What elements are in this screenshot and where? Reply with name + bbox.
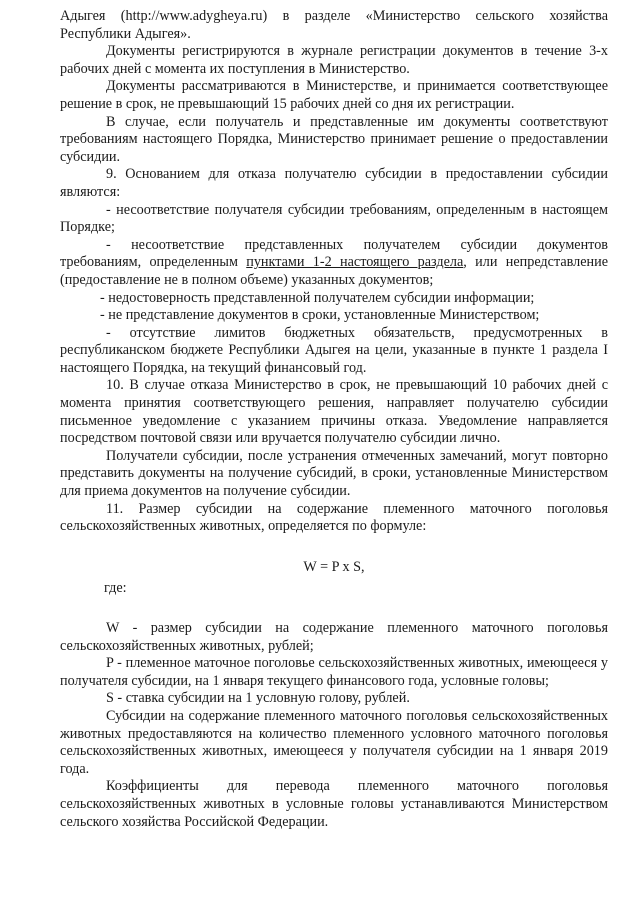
refusal-item-no-limits: - отсутствие лимитов бюджетных обязательств, предусмотренных в республиканском бюджете Республики Адыгея на цели, указанные в пункте 1 раздела I настоящего Порядка, на текущий финансовый год. (60, 324, 608, 376)
document-page (60, 8, 608, 831)
paragraph-refusal-notice: 10. В случае отказа Министерство в срок, не превышающий 10 рабочих дней с момента принятия соответствующего решения, направляет получателю субсидии письменное уведомление с указанием причины отказа. Уведомление направляется посредством почтовой связи или вручается получателю субсидии лично. (60, 377, 608, 447)
paragraph-approval: В случае, если получатель и представленные им документы соответствуют требованиям настоящего Порядка, Министерство принимает решение о предоставлении субсидии. (60, 113, 608, 165)
refusal-item-documents (60, 237, 608, 290)
refusal-item-late-submission: - не представление документов в сроки, установленные Министерством; (100, 307, 540, 324)
paragraph-resubmission: Получатели субсидии, после устранения отмеченных замечаний, могут повторно представить документы на получение субсидий, в сроки, установленные Министерством для приема документов на получение субсидии. (60, 447, 608, 500)
subsidy-formula: W = P x S, (303, 558, 365, 575)
paragraph-livestock-count: Субсидии на содержание племенного маточного поголовья сельскохозяйственных животных предоставляются на количество племенного условного маточного поголовья сельскохозяйственных животных, имеющееся у получателя субсидии на 1 января 2019 года. (60, 707, 608, 777)
paragraph-refusal-grounds: 9. Основанием для отказа получателю субсидии в предоставлении субсидии являются: (60, 166, 608, 200)
paragraph-review: Документы рассматриваются в Министерстве, и принимается соответствующее решение в срок, не превышающий 15 рабочих дней со дня их регистрации. (60, 78, 608, 112)
refusal-item-noncompliance: - несоответствие получателя субсидии требованиям, определенным в настоящем Порядке; (60, 201, 608, 236)
section-reference-link[interactable]: пунктами 1-2 настоящего раздела (246, 254, 464, 271)
paragraph-publication-note: Адыгея (http://www.adygheya.ru) в разделе «Министерство сельского хозяйства Республики Адыгея». (60, 8, 608, 42)
definition-p: P - племенное маточное поголовье сельскохозяйственных животных, имеющееся у получателя субсидии, на 1 января текущего финансового года, условные головы; (60, 655, 608, 689)
paragraph-coefficients: Коэффициенты для перевода племенного маточного поголовья сельскохозяйственных животных в условные головы устанавливаются Министерством сельского хозяйства Российской Федерации. (60, 778, 608, 830)
definition-w: W - размер субсидии на содержание племенного маточного поголовья сельскохозяйственных животных, рублей; (60, 620, 608, 654)
definition-s: S - ставка субсидии на 1 условную голову, рублей. (106, 690, 410, 707)
refusal-item-documents-text-start: - несоответствие представленных получателем субсидии документов требованиям, определенным (60, 236, 608, 271)
refusal-item-false-info: - недостоверность представленной получателем субсидии информации; (100, 289, 535, 306)
formula-where-label: где: (104, 580, 127, 597)
paragraph-registration: Документы регистрируются в журнале регистрации документов в течение 3-х рабочих дней с момента их поступления в Министерство. (60, 43, 608, 77)
paragraph-subsidy-size: 11. Размер субсидии на содержание племенного маточного поголовья сельскохозяйственных животных, определяется по формуле: (60, 500, 608, 535)
refusal-item-documents-text-end: , или непредставление (предоставление не в полном объеме) указанных документов; (60, 254, 608, 288)
